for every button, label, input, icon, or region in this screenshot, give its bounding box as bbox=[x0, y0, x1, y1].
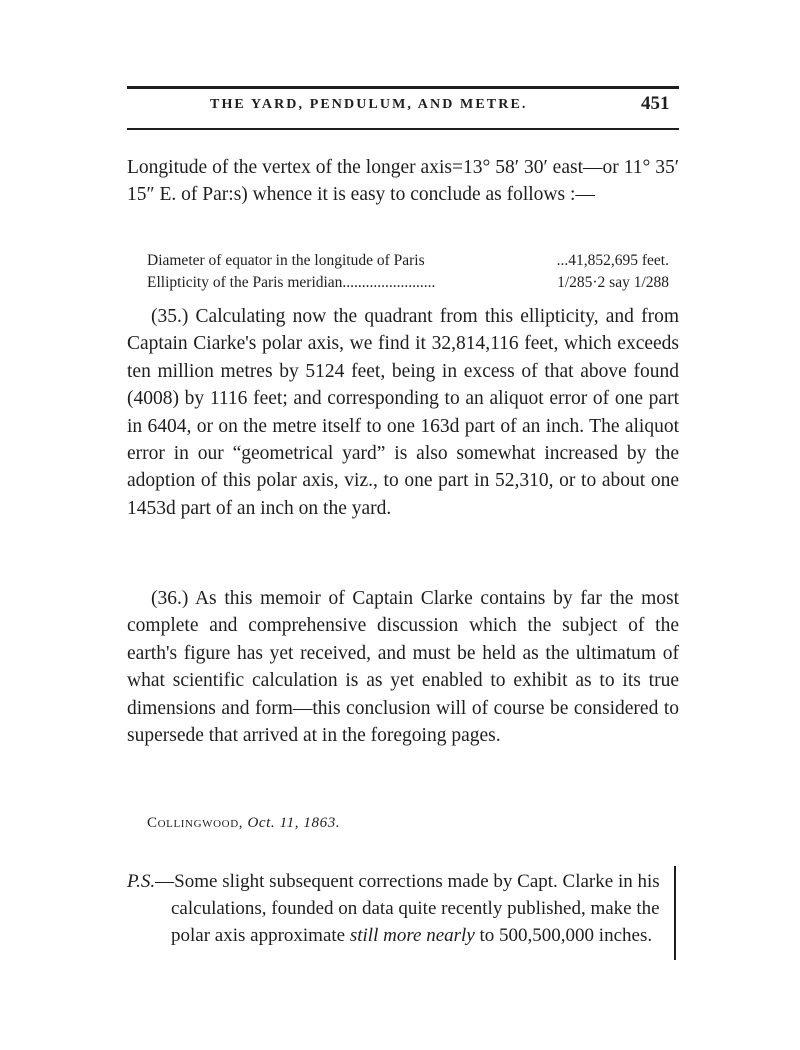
table-row-label: Diameter of equator in the longitude of Paris bbox=[147, 252, 425, 269]
postscript-emphasis: still more nearly bbox=[349, 925, 475, 946]
table-row bbox=[147, 272, 669, 294]
section-35 bbox=[127, 303, 679, 522]
postscript bbox=[127, 868, 673, 949]
table-row-value: ...41,852,695 feet. bbox=[556, 252, 669, 269]
signature-line bbox=[147, 815, 340, 832]
signature-date: Oct. 11, 1863. bbox=[247, 815, 341, 831]
section-35-text: (35.) Calculating now the quadrant from this ellipticity, and from Captain Ciarke's polar axis, we find it 32,814,116 feet, which exceeds ten million metres by 5124 feet, being in excess of that above found (4008) by 1116 feet; and corresponding to an aliquot error of one part in 6404, or on the metre itself to one 163d part of an inch. The aliquot error in our “geometrical yard” is also somewhat increased by the adoption of this polar axis, viz., to one part in 52,310, or to about one 1453d part of an inch on the yard. bbox=[127, 306, 679, 519]
section-36 bbox=[127, 585, 679, 749]
table-row bbox=[147, 250, 669, 272]
table-row-label: Ellipticity of the Paris meridian........................ bbox=[147, 274, 436, 291]
signature-place: Collingwood, bbox=[147, 815, 244, 831]
table-row-value: 1/285·2 say 1/288 bbox=[557, 274, 669, 291]
page-number: 451 bbox=[641, 93, 670, 114]
postscript-paragraph bbox=[127, 868, 673, 949]
header-rule-bottom bbox=[127, 128, 679, 130]
running-title: THE YARD, PENDULUM, AND METRE. bbox=[210, 97, 528, 112]
postscript-tail: to 500,500,000 inches. bbox=[474, 925, 653, 946]
section-36-text: (36.) As this memoir of Captain Clarke contains by far the most complete and comprehensive discussion which the subject of the earth's figure has yet received, and must be held as the ultimatum of what scientific calculation is as yet enabled to exhibit as to its true dimensions and form—this conclusion will of course be considered to supersede that arrived at in the foregoing pages. bbox=[127, 588, 679, 747]
postscript-lead: P.S. bbox=[127, 871, 156, 892]
measurement-table bbox=[147, 250, 669, 294]
opening-paragraph-text: Longitude of the vertex of the longer axis=13° 58′ 30′ east—or 11° 35′ 15″ E. of Par:s) whence it is easy to conclude as follows :— bbox=[127, 157, 679, 206]
opening-paragraph bbox=[127, 154, 679, 209]
postscript-body: —Some slight subsequent corrections made by Capt. Clarke in his calculations, founded on data quite recently published, make the polar axis approximate bbox=[155, 871, 660, 946]
header-rule-top bbox=[127, 86, 679, 89]
margin-bar bbox=[674, 866, 676, 960]
